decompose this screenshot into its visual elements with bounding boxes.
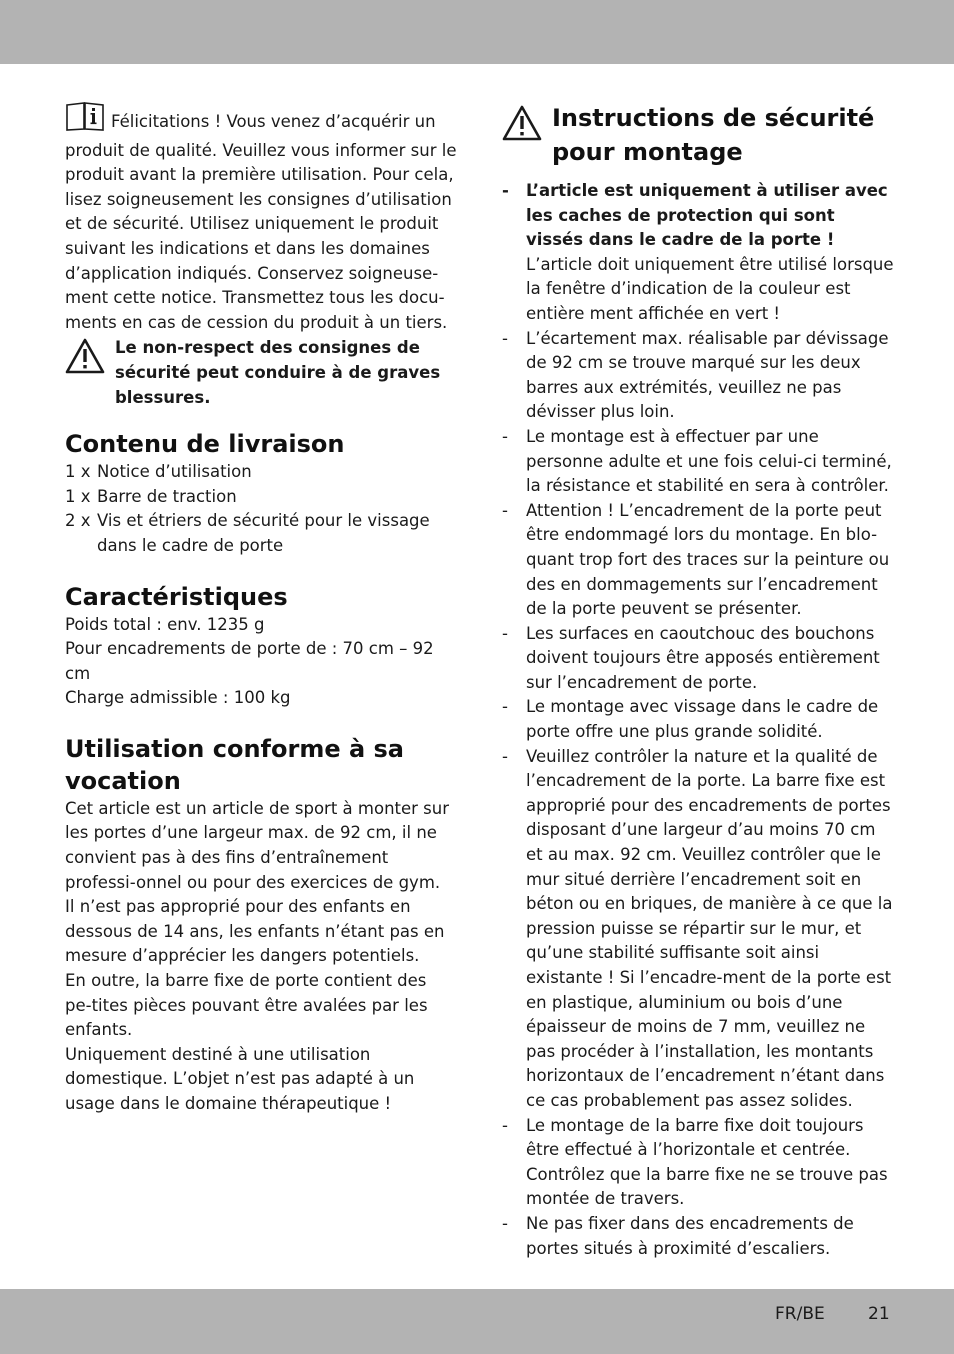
instruction-text: Le montage est à effectuer par une personne adulte et une fois celui-ci terminé, la résistance et stabilité en sera à contrôler. bbox=[526, 426, 892, 496]
heading-instructions-securite: Instructions de sécurité pour montage bbox=[552, 104, 875, 166]
list-item: - Attention ! L’encadrement de la porte peut être endommagé lors du montage. En blo-quant trop fort des traces sur la peinture ou des en dommagements sur l’encadrement de la porte peuvent se présenter. bbox=[502, 499, 894, 622]
list-item bbox=[65, 460, 457, 485]
instruction-text: Le montage de la barre fixe doit toujours être effectué à l’horizontale et centrée. Contrôlez que la barre fixe ne se trouve pas montée de travers. bbox=[526, 1115, 888, 1209]
usage-paragraph: Uniquement destiné à une utilisation domestique. L’objet n’est pas adapté à un usage dans le domaine thérapeutique ! bbox=[65, 1044, 415, 1113]
list-item: - Ne pas fixer dans des encadrements de portes situés à proximité d’escaliers. bbox=[502, 1212, 894, 1261]
right-column bbox=[502, 101, 894, 1261]
spec-max-load: Charge admissible : 100 kg bbox=[65, 688, 291, 708]
usage-paragraph: En outre, la barre fixe de porte contient des pe-tites pièces pouvant être avalées par les enfants. bbox=[65, 971, 428, 1040]
instruction-text: Le montage avec vissage dans le cadre de porte offre une plus grande solidité. bbox=[526, 697, 879, 742]
heading-utilisation: Utilisation conforme à sa vocation bbox=[65, 734, 404, 795]
intro-text: Félicitations ! Vous venez d’acquérir un produit de qualité. Veuillez vous informer sur le produit avant la première utilisation. Pour cela, lisez soigneusement les consignes d’utilisation et de sécurité. Utilisez uniquement le produit suivant les indications et dans les domaines d’application indiqués. Conservez soigneuse-ment cette notice. Transmettez tous les docu-ments en cas de cession du produit à un tiers. bbox=[65, 112, 457, 332]
list-item: - L’écartement max. réalisable par dévissage de 92 cm se trouve marqué sur les deux barres aux extrémités, veuillez ne pas dévisser plus loin. bbox=[502, 327, 894, 425]
page-number: 21 bbox=[868, 1304, 890, 1324]
intro-paragraph bbox=[65, 101, 457, 335]
footer-language: FR/BE bbox=[775, 1304, 825, 1324]
usage-paragraph: Il n’est pas approprié pour des enfants en dessous de 14 ans, les enfants n’étant pas en mesure d’apprécier les dangers potentiels. bbox=[65, 897, 445, 966]
list-item: - Veuillez contrôler la nature et la qualité de l’encadrement de la porte. La barre fixe est approprié pour des encadrements de portes disposant d’une largeur d’au moins 70 cm et au max. 92 cm. Veuillez contrôler que le mur situé derrière l’encadrement soit en béton ou en briques, de manière à ce que la pression puisse se répartir sur le mur, et qu’une stabilité suffisante soit ainsi existante ! Si l’encadre-ment de la porte est en plastique, aluminium ou bois d’une épaisseur de moins de 7 mm, veuillez ne pas procéder à l’installation, les montants horizontaux de l’encadrement n’étant dans ce cas probablement pas assez solides. bbox=[502, 745, 894, 1114]
warning-text: Le non-respect des consignes de sécurité peut conduire à de graves blessures. bbox=[115, 338, 441, 407]
safety-warning bbox=[65, 336, 457, 410]
usage-paragraph: Cet article est un article de sport à monter sur les portes d’une largeur max. de 92 cm, il ne convient pas à des fins d’entraînement professi-onnel ou pour des exercices de gym. bbox=[65, 798, 450, 892]
header-bar bbox=[0, 0, 954, 64]
spec-door-width: Pour encadrements de porte de : 70 cm – 92 cm bbox=[65, 639, 434, 683]
warning-icon bbox=[502, 101, 552, 149]
list-item: - Le montage de la barre fixe doit toujours être effectué à l’horizontale et centrée. Contrôlez que la barre fixe ne se trouve pas montée de travers. bbox=[502, 1114, 894, 1212]
manual-info-icon bbox=[65, 101, 105, 139]
heading-contenu: Contenu de livraison bbox=[65, 430, 345, 459]
item-text: Vis et étriers de sécurité pour le vissage dans le cadre de porte bbox=[97, 511, 430, 555]
contenu-list bbox=[65, 460, 457, 558]
item-qty: 1 x bbox=[65, 462, 91, 482]
item-qty: 2 x bbox=[65, 511, 91, 531]
instruction-text: Veuillez contrôler la nature et la qualité de l’encadrement de la porte. La barre fixe est approprié pour des encadrements de portes disposant d’une largeur d’au moins 70 cm et au max. 92 cm. Veuillez contrôler que le mur situé derrière l’encadrement soit en béton ou en briques, de manière à ce que la pression puisse se répartir sur le mur, et qu’une stabilité suffisante soit ainsi existante ! Si l’encadre-ment de la porte est en plastique, aluminium ou bois d’une épaisseur de moins de 7 mm, veuillez ne pas procéder à l’installation, les montants horizontaux de l’encadrement n’étant dans ce cas probablement pas assez solides. bbox=[526, 746, 893, 1110]
list-item bbox=[65, 485, 457, 510]
safety-heading-row bbox=[502, 101, 894, 169]
bold-instruction: L’article est uniquement à utiliser avec les caches de protection qui sont vissés dans le cadre de la porte ! bbox=[526, 181, 888, 250]
item-text: Notice d’utilisation bbox=[97, 462, 252, 482]
list-item bbox=[65, 509, 457, 558]
left-column bbox=[65, 101, 457, 1117]
spec-weight: Poids total : env. 1235 g bbox=[65, 614, 265, 634]
instruction-text: L’article doit uniquement être utilisé lorsque la fenêtre d’indication de la couleur est entière ment affichée en vert ! bbox=[526, 254, 894, 323]
instruction-text: Les surfaces en caoutchouc des bouchons doivent toujours être apposés entièrement sur l’encadrement de porte. bbox=[526, 623, 880, 692]
instruction-text: Attention ! L’encadrement de la porte peut être endommagé lors du montage. En blo-quant trop fort des traces sur la peinture ou des en dommagements sur l’encadrement de la porte peuvent se présenter. bbox=[526, 500, 890, 619]
safety-list bbox=[502, 179, 894, 1261]
list-item: - Le montage est à effectuer par une personne adulte et une fois celui-ci terminé, la résistance et stabilité en sera à contrôler. bbox=[502, 425, 894, 499]
list-item: - Le montage avec vissage dans le cadre de porte offre une plus grande solidité. bbox=[502, 695, 894, 744]
warning-icon bbox=[65, 336, 115, 410]
instruction-text: L’écartement max. réalisable par dévissage de 92 cm se trouve marqué sur les deux barres aux extrémités, veuillez ne pas dévisser plus loin. bbox=[526, 328, 889, 422]
instruction-text: Ne pas fixer dans des encadrements de portes situés à proximité d’escaliers. bbox=[526, 1213, 854, 1258]
list-item: - L’article est uniquement à utiliser avec les caches de protection qui sont vissés dans le cadre de la porte ! L’article doit uniquement être utilisé lorsque la fenêtre d’indication de la couleur est entière ment affichée en vert ! bbox=[502, 181, 894, 323]
item-qty: 1 x bbox=[65, 486, 91, 506]
heading-caracteristiques: Caractéristiques bbox=[65, 582, 288, 611]
list-item: - Les surfaces en caoutchouc des bouchons doivent toujours être apposés entièrement sur l’encadrement de porte. bbox=[502, 622, 894, 696]
item-text: Barre de traction bbox=[97, 486, 237, 506]
